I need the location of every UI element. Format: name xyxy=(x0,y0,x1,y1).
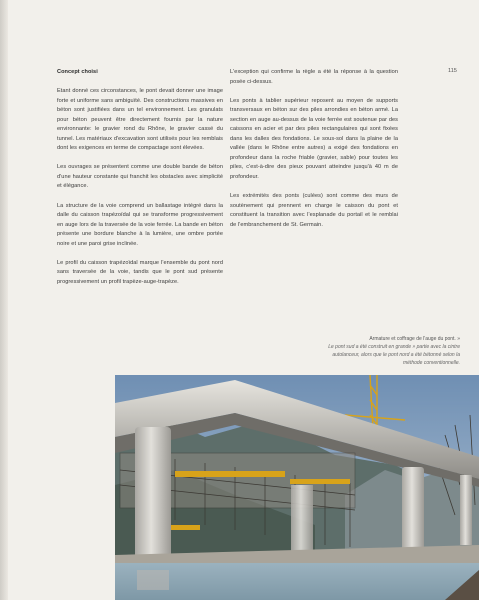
paragraph: L'exception qui confirme la règle a été la réponse à la question posée ci-dessus. xyxy=(230,69,398,85)
paragraph: Etant donné ces circonstances, le pont devait donner une image forte et uniforme sans ambiguïté. Des constructions massives en béton sont justifiées dans un tel environnement. Les granulats pour béton peuvent être directement fournis par la nature environnante: le gravier rond du Rhône, le gravier cassé du tunnel. Les matériaux d'excavation sont utilisés pour les remblais dont les exigences en terme de compactage sont élevées. xyxy=(57,88,223,152)
paragraph: La structure de la voie comprend un ballastage intégré dans la dalle du caisson trapézoïdal qui se transforme progressivement en auge lors de la traversée de la voie ferrée. La bande en béton présente une bordure blanche à la lumière, une ombre portée noire et une paroi grise inclinée. xyxy=(57,202,223,247)
paragraph: Les ponts à tablier supérieur reposent au moyen de supports transversaux en béton sur des piles arrondies en béton armé. La section en auge au-dessus de la voie ferrée est soutenue par des caissons en acier et par des piles rectangulaires qui sont fixées dans les dalles des fondations. Le sous-sol dans la plaine de la vallée (dans le Rhône entre autres) a exigé des fondations en profondeur dans la roche friable (gravier, sable) pour toutes les piles, c'est-à-dire des pieux pouvant atteindre jusqu'à 40 m de profondeur. xyxy=(230,97,398,180)
right-text-column xyxy=(230,68,398,240)
paragraph: Le profil du caisson trapézoïdal marque l'ensemble du pont nord sans traversée de la voie, tandis que le pont sud présente progressivement un profil trapèze-auge-trapèze. xyxy=(57,259,223,285)
caption-title: Armature et coffrage de l'auge du pont. » xyxy=(369,336,460,342)
bridge-construction-photo xyxy=(115,375,479,600)
paragraph: Les ouvrages se présentent comme une double bande de béton d'une hauteur constante qui franchit les obstacles avec simplicité et élégance. xyxy=(57,164,223,190)
caption-body: Le pont sud a été construit en grande » partie avec la cintre autolanceur, alors que le pont nord a été bétonné selon la méthode conventionnelle. xyxy=(328,344,460,366)
left-text-column xyxy=(57,68,223,297)
book-spine-shadow xyxy=(0,0,8,600)
section-heading: Concept choisi xyxy=(57,69,98,75)
page-number: 115 xyxy=(448,68,457,74)
photo-caption xyxy=(320,335,460,367)
paragraph: Les extrémités des ponts (culées) sont comme des murs de soutènement qui prennent en charge le caisson du pont et constituent la transition avec l'esplanade du portail et le remblai de l'embranchement de St. Germain. xyxy=(230,193,398,228)
